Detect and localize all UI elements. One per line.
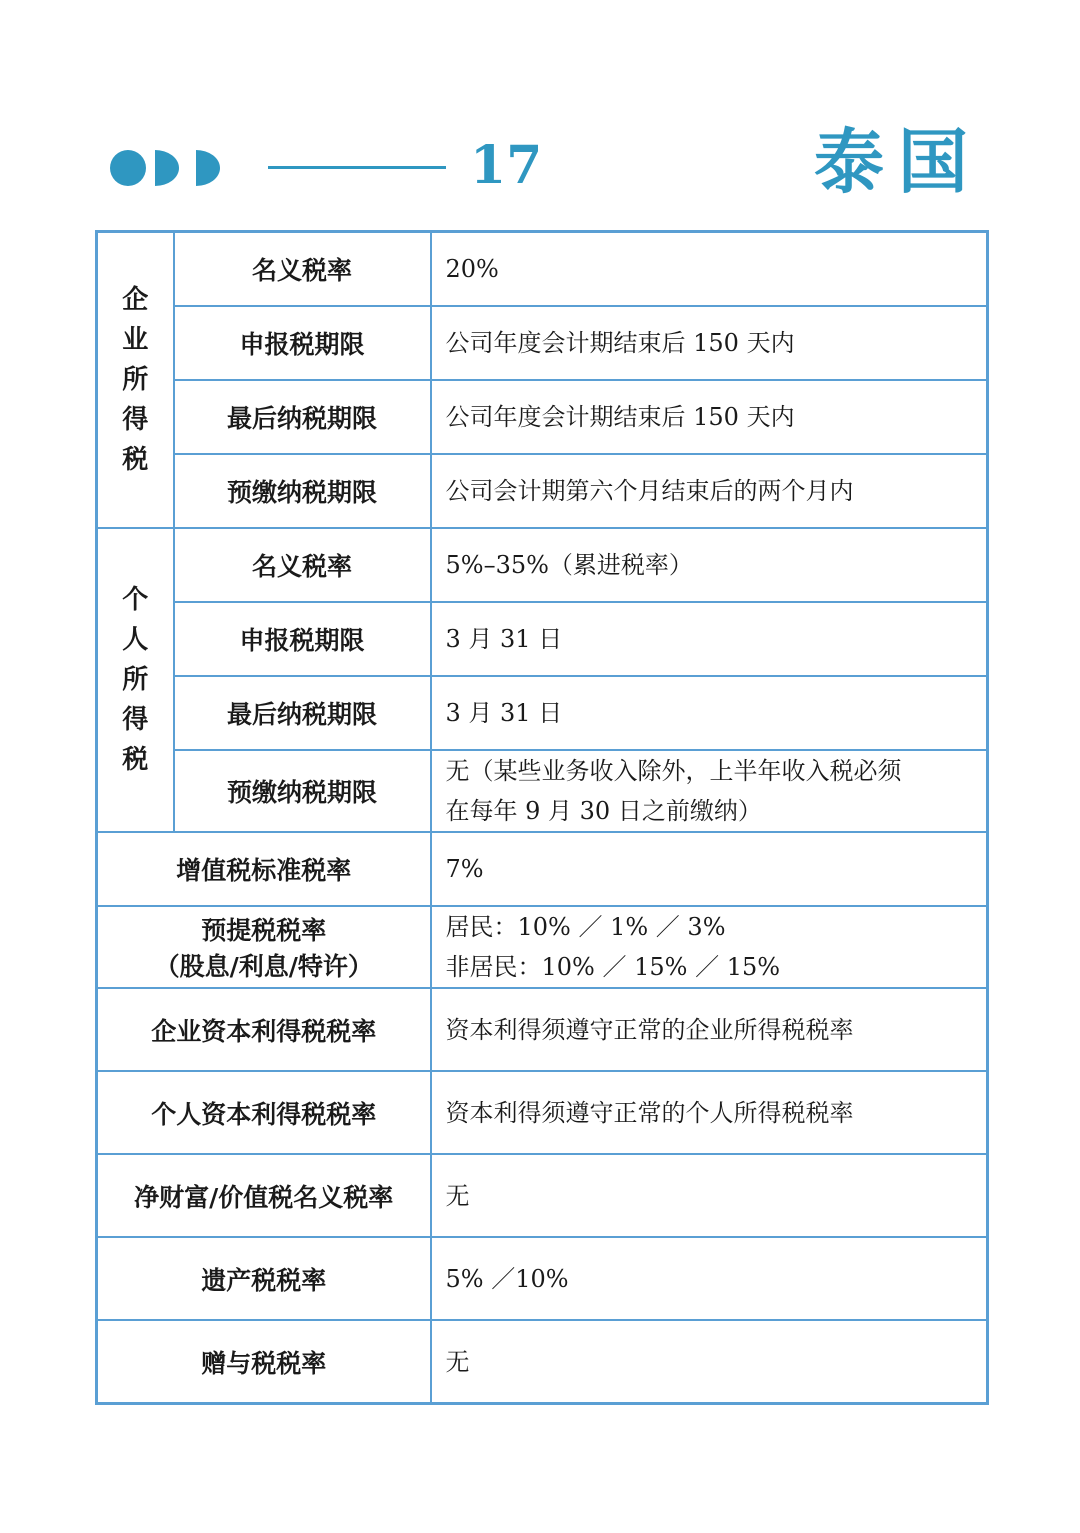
row-label: 名义税率 — [174, 232, 431, 307]
value-line: 无（某些业务收入除外，上半年收入税必须 — [445, 757, 902, 785]
row-label: 增值税标准税率 — [97, 832, 431, 906]
half-circle-dot-icon — [155, 150, 185, 186]
row-label — [97, 906, 431, 988]
value-line: 在每年 9 月 30 日之前缴纳） — [445, 797, 762, 825]
row-value — [431, 906, 988, 988]
row-label: 名义税率 — [174, 528, 431, 602]
row-label: 申报税期限 — [174, 602, 431, 676]
row-value — [431, 750, 988, 832]
header-divider-line — [268, 166, 446, 169]
group-char: 个 — [122, 585, 149, 615]
table-row — [97, 528, 988, 602]
group-char: 税 — [122, 745, 149, 775]
group-char: 人 — [122, 625, 149, 655]
page-header — [0, 0, 1080, 230]
label-line: （股息/利息/特许） — [154, 952, 373, 981]
table-row — [97, 832, 988, 906]
table-row — [97, 906, 988, 988]
table-row — [97, 1154, 988, 1237]
group-char: 得 — [122, 405, 149, 435]
row-label: 申报税期限 — [174, 306, 431, 380]
label-line: 预提税税率 — [201, 916, 327, 945]
group-char: 税 — [122, 445, 149, 475]
row-value: 7% — [431, 832, 988, 906]
table-row — [97, 380, 988, 454]
row-value: 公司年度会计期结束后 150 天内 — [431, 380, 988, 454]
row-value: 5% ／10% — [431, 1237, 988, 1320]
table-row — [97, 988, 988, 1071]
row-value: 无 — [431, 1154, 988, 1237]
circle-dot-icon — [110, 150, 146, 186]
value-line: 居民：10% ／ 1% ／ 3% — [445, 913, 726, 941]
row-label: 最后纳税期限 — [174, 676, 431, 750]
table-row — [97, 676, 988, 750]
row-label: 个人资本利得税税率 — [97, 1071, 431, 1154]
table-row — [97, 306, 988, 380]
row-label: 净财富/价值税名义税率 — [97, 1154, 431, 1237]
page-number: 17 — [470, 135, 543, 196]
row-label: 预缴纳税期限 — [174, 750, 431, 832]
row-label: 企业资本利得税税率 — [97, 988, 431, 1071]
tax-table — [95, 230, 989, 1405]
row-label: 赠与税税率 — [97, 1320, 431, 1404]
table-row — [97, 454, 988, 528]
group-char: 企 — [122, 285, 149, 315]
group-label-corporate-income-tax — [97, 232, 174, 529]
table-row — [97, 1071, 988, 1154]
row-value: 无 — [431, 1320, 988, 1404]
row-label: 最后纳税期限 — [174, 380, 431, 454]
country-title: 泰国 — [814, 120, 982, 203]
row-value: 资本利得须遵守正常的企业所得税税率 — [431, 988, 988, 1071]
group-label-personal-income-tax — [97, 528, 174, 832]
row-value: 20% — [431, 232, 988, 307]
row-value: 公司年度会计期结束后 150 天内 — [431, 306, 988, 380]
table-row — [97, 232, 988, 307]
group-char: 所 — [122, 665, 149, 695]
row-value: 资本利得须遵守正常的个人所得税税率 — [431, 1071, 988, 1154]
group-char: 得 — [122, 705, 149, 735]
row-label: 遗产税税率 — [97, 1237, 431, 1320]
value-line: 非居民：10% ／ 15% ／ 15% — [445, 953, 781, 981]
row-value: 3 月 31 日 — [431, 676, 988, 750]
row-label: 预缴纳税期限 — [174, 454, 431, 528]
table-row — [97, 1320, 988, 1404]
row-value: 公司会计期第六个月结束后的两个月内 — [431, 454, 988, 528]
group-char: 所 — [122, 365, 149, 395]
row-value: 5%–35%（累进税率） — [431, 528, 988, 602]
table-row — [97, 1237, 988, 1320]
table-row — [97, 750, 988, 832]
half-circle-dot-icon — [196, 150, 226, 186]
table-row — [97, 602, 988, 676]
group-char: 业 — [122, 325, 149, 355]
row-value: 3 月 31 日 — [431, 602, 988, 676]
